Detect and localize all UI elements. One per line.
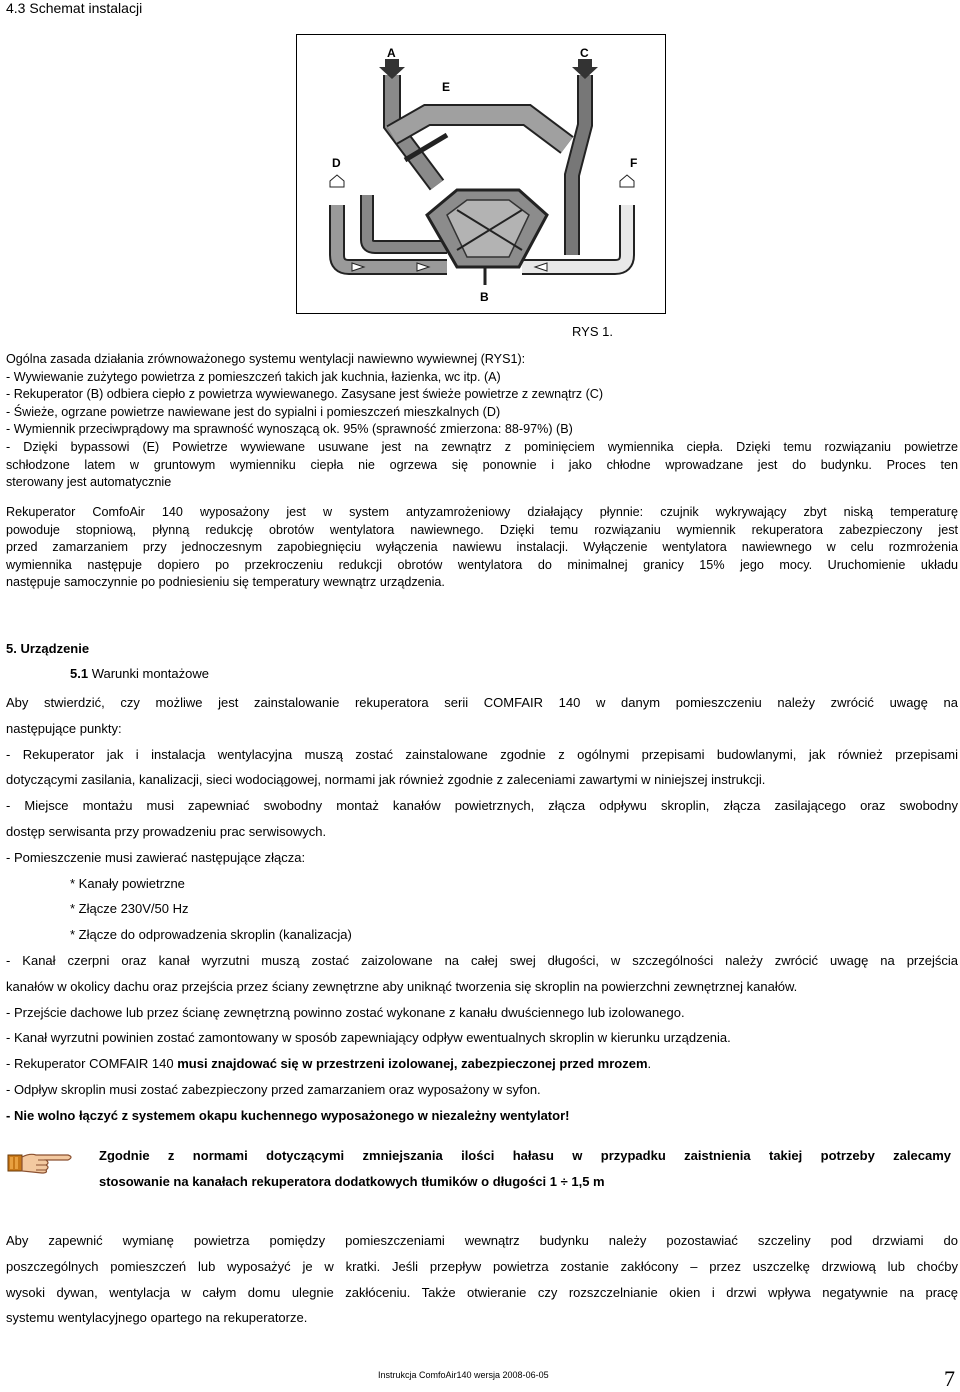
text-line: systemu wentylacyjnego opartego na rekuperatorze. (6, 1310, 308, 1326)
list-item: * Złącze do odprowadzenia skroplin (kanalizacja) (70, 927, 352, 943)
figure-caption: RYS 1. (572, 324, 613, 339)
page-footer: Instrukcja ComfoAir140 wersja 2008-06-05 (378, 1370, 549, 1380)
text-line: Ogólna zasada działania zrównoważonego systemu wentylacji nawiewno wywiewnej (RYS1): (6, 352, 526, 366)
text-line: Aby zapewnić wymianę powietrza pomiędzy pomieszczeniami wewnątrz budynku należy pozostawiać szczeliny pod drzwiami do (6, 1233, 958, 1248)
text-line: - Miejsce montażu musi zapewniać swobodny montaż kanałów powietrznych, złącza odpływu skroplin, złącza zasilającego oraz swobodny (6, 798, 958, 814)
text-line: przed zamarzaniem przy jednoczesnym zapobiegnięciu wyłączenia nawiewu instalacji. Wyłączenie wentylatora nawiewnego w celu rozmrożenia (6, 540, 958, 555)
text-line: poszczególnych pomieszczeń lub wyposażyć je w kratki. Jeśli przepływ powietrza zostanie zakłócony – przez uszczelkę drzwiową lub choćby (6, 1258, 958, 1274)
text-line: wymiennika następuje dopiero po przekroczeniu redukcji obrotów wentylatora do minimalnej granicy 15% jego mocy. Uruchomienie układu (6, 557, 958, 572)
text-line: sterowany jest automatycznie (6, 475, 172, 490)
label-b: B (480, 290, 489, 304)
label-a: A (387, 46, 396, 60)
section-5-1-heading (70, 666, 209, 681)
text-line: - Rekuperator (B) odbiera ciepło z powietrza wywiewanego. Zasysane jest świeże powietrze z zewnątrz (C) (6, 387, 604, 402)
installation-diagram (296, 34, 666, 314)
text-line: Rekuperator ComfoAir 140 wyposażony jest w system antyzamrożeniowy działający płynnie: czujnik wykrywający zbyt niską temperaturę (6, 505, 958, 519)
text-line: stosowanie na kanałach rekuperatora dodatkowych tłumików o długości 1 ÷ 1,5 m (99, 1173, 605, 1189)
text-line: - Kanał czerpni oraz kanał wyrzutni muszą zostać zaizolowane na całej swej długości, w szczególności należy zwrócić uwagę na przejścia (6, 952, 958, 968)
mounting-conditions (6, 690, 958, 1129)
text-line: dotyczącymi zasilania, kanalizacji, sieci wodociągowej, normami jak również zgodnie z zaleceniami zawartymi w niniejszej instrukcji. (6, 772, 766, 788)
list-item: * Kanały powietrzne (70, 875, 185, 891)
text-line: schłodzone latem w gruntowym wymienniku ciepła nie ogrzewa się ponownie i jako chłodne wprowadzane jest do budynku. Proces ten (6, 457, 958, 472)
text-line: - Wywiewanie zużytego powietrza z pomieszczeń takich jak kuchnia, łazienka, wc itp. (A) (6, 369, 501, 384)
text-line: następujące punkty: (6, 720, 122, 736)
antifreeze-paragraph (6, 504, 958, 592)
text-line: Zgodnie z normami dotyczącymi zmniejszania ilości hałasu w przypadku zaistnienia takiej potrzeby zalecamy (99, 1148, 951, 1163)
text-fragment: . (647, 1056, 652, 1072)
page-number: 7 (944, 1366, 955, 1391)
text-line: następuje samoczynnie po podniesieniu się temperatury wewnątrz urządzenia. (6, 575, 445, 590)
pointing-hand-icon (6, 1145, 76, 1177)
text-line: wysoki dywan, wentylacja w całym domu ulegnie zakłóceniu. Także otwieranie czy rozszczelnianie okien i drzwi wpływa negatywnie na pracę (6, 1284, 958, 1300)
air-exchange-paragraph (6, 1228, 958, 1331)
section-5-heading: 5. Urządzenie (6, 641, 90, 656)
duct-diagram (297, 35, 665, 313)
text-line: - Pomieszczenie musi zawierać następujące złącza: (6, 849, 306, 865)
text-line (6, 1051, 958, 1077)
section-title: Warunki montażowe (88, 666, 209, 681)
label-c: C (580, 46, 589, 60)
text-line: - Świeże, ogrzane powietrze nawiewane jest do sypialni i pomieszczeń mieszkalnych (D) (6, 404, 501, 419)
text-line: kanałów w okolicy dachu oraz przejścia przez ściany zewnętrzne aby uniknąć tworzenia się skroplin na powierzchni zewnętrznej kanałów. (6, 978, 798, 994)
text-line: - Kanał wyrzutni powinien zostać zamontowany w sposób zapewniający odpływ ewentualnych skroplin w kierunku urządzenia. (6, 1030, 731, 1046)
text-line: - Odpływ skroplin musi zostać zabezpieczony przed zamarzaniem oraz wyposażony w syfon. (6, 1081, 541, 1097)
section-heading: 4.3 Schemat instalacji (6, 0, 143, 16)
noise-note (99, 1143, 951, 1194)
text-line: - Dzięki bypassowi (E) Powietrze wywiewane usuwane jest na zewnątrz z pominięciem wymiennika ciepła. Dzięki temu rozwiązaniu powietrze (6, 439, 958, 454)
label-f: F (630, 156, 638, 170)
section-number: 5.1 (70, 666, 89, 681)
text-line: powoduje stopniową, płynną redukcję obrotów wentylatora nawiewnego. Dzięki temu rozwiązaniu wymiennik rekuperatora zabezpieczony jest (6, 522, 958, 537)
warning-line: - Nie wolno łączyć z systemem okapu kuchennego wyposażonego w niezależny wentylator! (6, 1107, 570, 1123)
label-d: D (332, 156, 341, 170)
principle-paragraph (6, 351, 958, 492)
text-line: dostęp serwisanta przy prowadzeniu prac serwisowych. (6, 823, 327, 839)
text-line: - Przejście dachowe lub przez ścianę zewnętrzną powinno zostać wykonane z kanału dwuściennego lub izolowanego. (6, 1004, 685, 1020)
label-e: E (442, 80, 451, 94)
bold-text: musi znajdować się w przestrzeni izolowanej, zabezpieczonej przed mrozem (177, 1056, 648, 1072)
text-line: Aby stwierdzić, czy możliwe jest zainstalowanie rekuperatora serii COMFAIR 140 w danym pomieszczeniu należy zwrócić uwagę na (6, 695, 958, 710)
list-item: * Złącze 230V/50 Hz (70, 901, 189, 917)
text-line: - Wymiennik przeciwprądowy ma sprawność wynoszącą ok. 95% (sprawność zmierzona: 88-97%) (B) (6, 422, 573, 437)
text-line: - Rekuperator jak i instalacja wentylacyjna muszą zostać zainstalowane zgodnie z ogólnymi przepisami budowlanymi, jak również przepisami (6, 746, 958, 762)
text-fragment: - Rekuperator COMFAIR 140 (6, 1056, 178, 1072)
